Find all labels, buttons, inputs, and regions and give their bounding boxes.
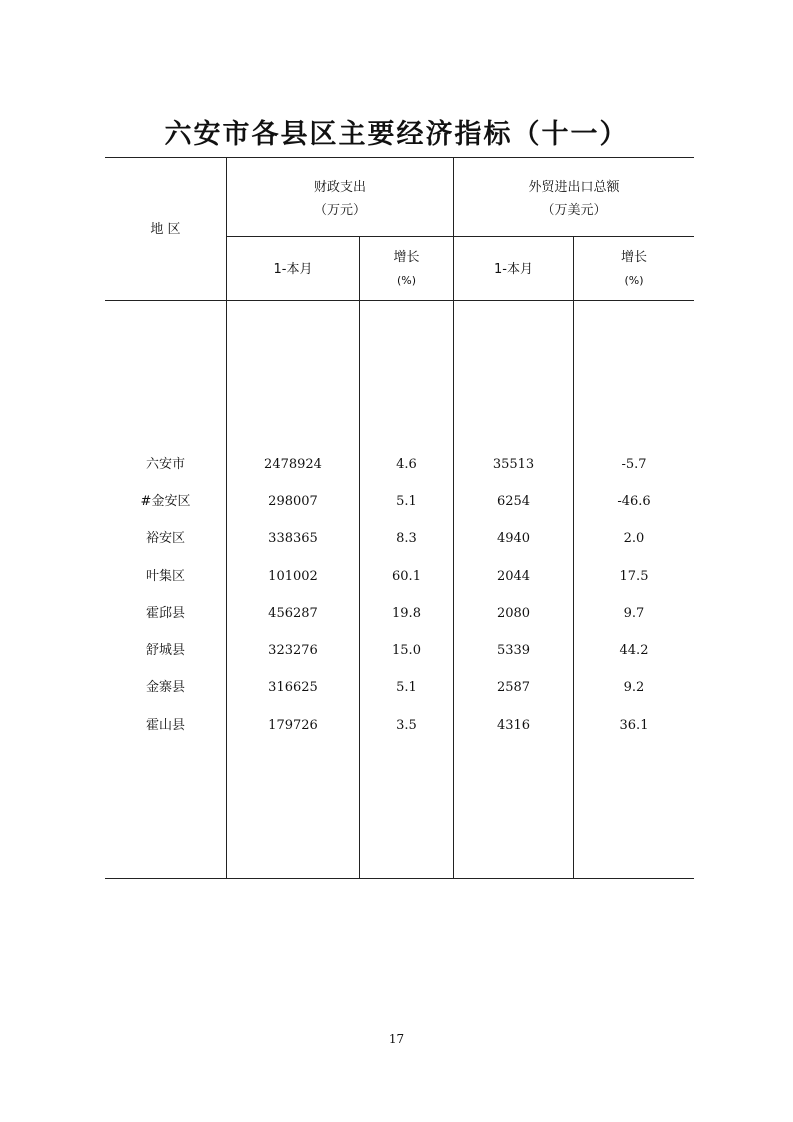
trade-ytd-cell: 4940 xyxy=(496,531,531,546)
trade-ytd-cell: 35513 xyxy=(492,457,535,472)
header-trade-growth-label: 增长 xyxy=(620,250,647,265)
header-fiscal-growth-unit: (%) xyxy=(396,274,417,287)
trade-growth-cell: 2.0 xyxy=(623,531,645,546)
region-cell: 裕安区 xyxy=(145,531,185,546)
header-fiscal-group xyxy=(227,176,453,222)
header-trade-title: 外贸进出口总额 xyxy=(528,180,620,195)
region-cell: 霍山县 xyxy=(145,718,185,733)
trade-growth-cell: 17.5 xyxy=(619,569,649,584)
fiscal-ytd-cell: 338365 xyxy=(268,531,318,546)
trade-ytd-cell: 2044 xyxy=(496,569,531,584)
region-cell: 霍邱县 xyxy=(145,606,185,621)
trade-growth-cell: 44.2 xyxy=(619,643,649,658)
region-cell: 金寨县 xyxy=(145,680,185,695)
header-fiscal-growth-label: 增长 xyxy=(393,250,420,265)
trade-growth-cell: 9.2 xyxy=(623,680,645,695)
trade-ytd-cell: 6254 xyxy=(496,494,531,509)
table-bottom-rule xyxy=(105,878,694,879)
trade-ytd-cell: 4316 xyxy=(496,718,531,733)
fiscal-growth-cell: 5.1 xyxy=(396,494,417,509)
col-divider-trade-growth xyxy=(573,236,574,878)
header-bottom-rule xyxy=(105,300,694,301)
header-fiscal-unit: （万元） xyxy=(313,203,366,218)
header-trade-growth-unit: (%) xyxy=(624,274,644,287)
region-cell: 舒城县 xyxy=(145,643,185,658)
region-cell: 叶集区 xyxy=(145,569,185,584)
header-trade-growth xyxy=(574,246,694,292)
fiscal-ytd-cell: 298007 xyxy=(268,494,318,509)
header-trade-unit: （万美元） xyxy=(541,203,607,218)
fiscal-ytd-cell: 316625 xyxy=(268,680,318,695)
page-number: 17 xyxy=(388,1032,405,1046)
trade-growth-cell: 9.7 xyxy=(623,606,645,621)
fiscal-growth-cell: 15.0 xyxy=(392,643,421,658)
fiscal-growth-cell: 5.1 xyxy=(396,680,417,695)
fiscal-growth-cell: 19.8 xyxy=(392,606,421,621)
trade-ytd-cell: 2080 xyxy=(496,606,531,621)
fiscal-growth-cell: 60.1 xyxy=(392,569,421,584)
fiscal-ytd-cell: 179726 xyxy=(268,718,318,733)
trade-growth-cell: -46.6 xyxy=(617,494,651,509)
page-title: 六安市各县区主要经济指标（十一） xyxy=(164,119,629,150)
trade-growth-cell: 36.1 xyxy=(619,718,649,733)
fiscal-growth-cell: 3.5 xyxy=(396,718,417,733)
region-cell: #金安区 xyxy=(140,494,191,509)
header-fiscal-growth xyxy=(360,246,453,292)
header-trade-group xyxy=(454,176,694,222)
header-region: 地 区 xyxy=(150,222,181,237)
fiscal-ytd-cell: 101002 xyxy=(268,569,318,584)
trade-growth-cell: -5.7 xyxy=(621,457,647,472)
fiscal-growth-cell: 4.6 xyxy=(396,457,417,472)
trade-ytd-cell: 5339 xyxy=(496,643,531,658)
header-fiscal-ytd: 1-本月 xyxy=(273,262,313,277)
col-divider-fiscal-growth xyxy=(359,236,360,878)
fiscal-ytd-cell: 323276 xyxy=(268,643,318,658)
header-mid-rule xyxy=(227,236,694,237)
header-fiscal-title: 财政支出 xyxy=(313,180,366,195)
table-top-rule xyxy=(105,157,694,158)
header-trade-ytd: 1-本月 xyxy=(494,262,533,277)
trade-ytd-cell: 2587 xyxy=(496,680,531,695)
region-cell: 六安市 xyxy=(145,457,185,472)
fiscal-growth-cell: 8.3 xyxy=(396,531,417,546)
fiscal-ytd-cell: 2478924 xyxy=(264,457,322,472)
fiscal-ytd-cell: 456287 xyxy=(268,606,318,621)
